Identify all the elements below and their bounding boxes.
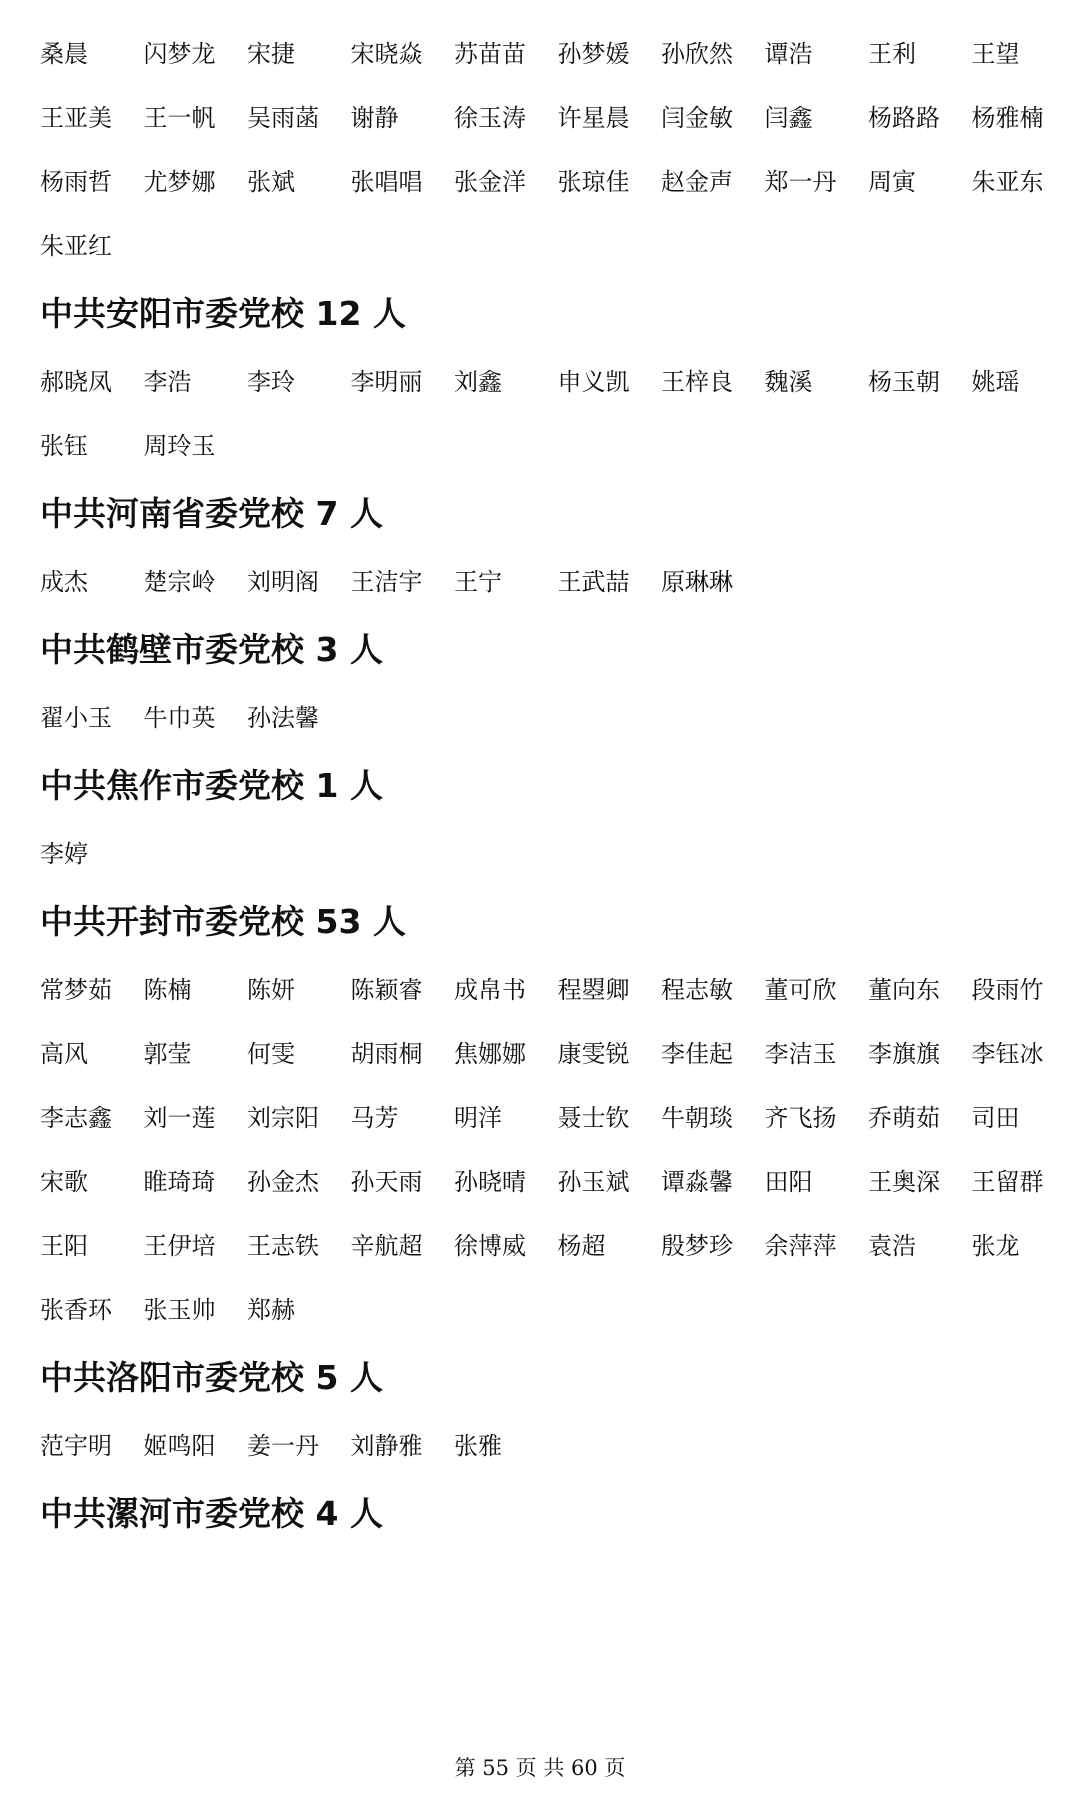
name-entry: 高风 (40, 1040, 88, 1068)
name-entry: 孙玉斌 (557, 1168, 630, 1196)
name-entry: 牛朝琰 (661, 1104, 733, 1132)
name-entry: 郝晓凤 (40, 368, 112, 396)
name-entry: 谭淼馨 (661, 1168, 733, 1196)
section-name-list (40, 822, 1050, 886)
name-entry: 孙欣然 (661, 40, 733, 68)
name-entry: 杨玉朝 (868, 368, 940, 396)
school-section (40, 614, 1050, 750)
name-entry: 刘静雅 (350, 1432, 423, 1460)
name-entry: 司田 (971, 1104, 1020, 1132)
name-entry: 宋歌 (40, 1168, 88, 1196)
name-entry: 刘宗阳 (247, 1104, 319, 1132)
name-entry: 徐玉涛 (454, 104, 526, 132)
school-section (40, 478, 1050, 614)
name-entry: 谢静 (350, 104, 399, 132)
document-body (40, 22, 1050, 1550)
name-entry: 李明丽 (350, 368, 423, 396)
name-entry: 杨雅楠 (971, 104, 1044, 132)
name-entry: 王留群 (971, 1168, 1044, 1196)
name-entry: 姬鸣阳 (143, 1432, 216, 1460)
page-footer (0, 1752, 1080, 1782)
name-entry: 王武喆 (557, 568, 630, 596)
name-entry: 张钰 (40, 432, 88, 460)
section-heading: 中共鹤壁市委党校 3 人 (40, 630, 383, 669)
name-entry: 王伊培 (143, 1232, 216, 1260)
name-entry: 陈妍 (247, 976, 295, 1004)
name-entry: 郑一丹 (764, 168, 837, 196)
name-entry: 刘明阁 (247, 568, 319, 596)
name-entry: 段雨竹 (971, 976, 1044, 1004)
name-entry: 张琼佳 (557, 168, 630, 196)
section-name-list (40, 1414, 1050, 1478)
section-heading: 中共洛阳市委党校 5 人 (40, 1358, 383, 1397)
name-entry: 何雯 (247, 1040, 295, 1068)
name-entry: 刘鑫 (454, 368, 502, 396)
name-entry: 孙天雨 (350, 1168, 423, 1196)
name-entry: 成帛书 (454, 976, 526, 1004)
name-entry: 焦娜娜 (454, 1040, 526, 1068)
name-entry: 张玉帅 (143, 1296, 216, 1324)
name-entry: 孙梦媛 (557, 40, 630, 68)
name-entry: 刘一莲 (143, 1104, 216, 1132)
page-number-text: 第 55 页 共 60 页 (454, 1756, 626, 1780)
continued-name-list (40, 22, 1050, 278)
name-entry: 明洋 (454, 1104, 502, 1132)
name-entry: 张唱唱 (350, 168, 423, 196)
name-entry: 孙晓晴 (454, 1168, 526, 1196)
name-entry: 闫金敏 (661, 104, 733, 132)
name-entry: 程志敏 (661, 976, 733, 1004)
name-entry: 常梦茹 (40, 976, 112, 1004)
name-entry: 许星晨 (557, 104, 630, 132)
name-entry: 成杰 (40, 568, 88, 596)
name-entry: 余萍萍 (764, 1232, 837, 1260)
name-entry: 王望 (971, 40, 1020, 68)
name-entry: 闫鑫 (764, 104, 813, 132)
name-entry: 张龙 (971, 1232, 1020, 1260)
name-entry: 郭莹 (143, 1040, 192, 1068)
name-entry: 吴雨菡 (247, 104, 319, 132)
name-entry: 周寅 (868, 168, 916, 196)
section-heading: 中共漯河市委党校 4 人 (40, 1494, 383, 1533)
name-entry: 宋捷 (247, 40, 295, 68)
section-name-list (40, 350, 1050, 478)
section-heading: 中共安阳市委党校 12 人 (40, 294, 406, 333)
school-section (40, 278, 1050, 478)
name-entry: 殷梦珍 (661, 1232, 733, 1260)
school-section (40, 750, 1050, 886)
name-entry: 马芳 (350, 1104, 399, 1132)
name-entry: 王亚美 (40, 104, 112, 132)
name-entry: 王梓良 (661, 368, 733, 396)
name-entry: 张雅 (454, 1432, 502, 1460)
name-entry: 张金洋 (454, 168, 526, 196)
name-entry: 王志铁 (247, 1232, 319, 1260)
sections-container (40, 278, 1050, 1550)
name-entry: 齐飞扬 (764, 1104, 837, 1132)
name-entry: 孙法馨 (247, 704, 319, 732)
name-entry: 王洁宇 (350, 568, 423, 596)
name-entry: 李洁玉 (764, 1040, 837, 1068)
name-entry: 陈楠 (143, 976, 192, 1004)
name-entry: 王奥深 (868, 1168, 940, 1196)
name-entry: 苏苗苗 (454, 40, 526, 68)
name-entry: 李婷 (40, 840, 88, 868)
name-entry: 康雯锐 (557, 1040, 630, 1068)
name-entry: 谭浩 (764, 40, 813, 68)
name-entry: 王一帆 (143, 104, 216, 132)
school-section (40, 1342, 1050, 1478)
school-section (40, 886, 1050, 1342)
name-entry: 桑晨 (40, 40, 88, 68)
name-entry: 董可欣 (764, 976, 837, 1004)
name-entry: 杨路路 (868, 104, 940, 132)
name-entry: 乔萌茹 (868, 1104, 940, 1132)
name-entry: 董向东 (868, 976, 940, 1004)
name-entry: 聂士钦 (557, 1104, 630, 1132)
name-entry: 姚瑶 (971, 368, 1020, 396)
name-entry: 魏溪 (764, 368, 813, 396)
section-name-list (40, 686, 1050, 750)
section-name-list (40, 550, 1050, 614)
section-heading: 中共河南省委党校 7 人 (40, 494, 383, 533)
name-entry: 楚宗岭 (143, 568, 216, 596)
section-name-list (40, 958, 1050, 1342)
name-entry: 范宇明 (40, 1432, 112, 1460)
name-entry: 朱亚红 (40, 232, 112, 260)
name-entry: 陈颖睿 (350, 976, 423, 1004)
name-entry: 姜一丹 (247, 1432, 319, 1460)
name-entry: 闪梦龙 (143, 40, 216, 68)
name-entry: 周玲玉 (143, 432, 216, 460)
name-entry: 王阳 (40, 1232, 88, 1260)
name-entry: 翟小玉 (40, 704, 112, 732)
name-entry: 程曌卿 (557, 976, 630, 1004)
name-entry: 田阳 (764, 1168, 813, 1196)
name-entry: 尤梦娜 (143, 168, 216, 196)
name-entry: 袁浩 (868, 1232, 916, 1260)
name-entry: 王利 (868, 40, 916, 68)
name-entry: 郑赫 (247, 1296, 295, 1324)
name-entry: 孙金杰 (247, 1168, 319, 1196)
name-entry: 胡雨桐 (350, 1040, 423, 1068)
name-entry: 申义凯 (557, 368, 630, 396)
name-entry: 张香环 (40, 1296, 112, 1324)
name-entry: 李浩 (143, 368, 192, 396)
name-entry: 睢琦琦 (143, 1168, 216, 1196)
name-entry: 杨超 (557, 1232, 606, 1260)
name-entry: 朱亚东 (971, 168, 1044, 196)
name-entry: 赵金声 (661, 168, 733, 196)
name-entry: 李志鑫 (40, 1104, 112, 1132)
name-entry: 张斌 (247, 168, 295, 196)
name-entry: 杨雨哲 (40, 168, 112, 196)
section-heading: 中共焦作市委党校 1 人 (40, 766, 383, 805)
name-entry: 辛航超 (350, 1232, 423, 1260)
name-entry: 原琳琳 (661, 568, 733, 596)
name-entry: 李玲 (247, 368, 295, 396)
name-entry: 王宁 (454, 568, 502, 596)
name-entry: 李钰冰 (971, 1040, 1044, 1068)
name-entry: 李佳起 (661, 1040, 733, 1068)
section-heading: 中共开封市委党校 53 人 (40, 902, 406, 941)
name-entry: 徐博威 (454, 1232, 526, 1260)
name-entry: 宋晓焱 (350, 40, 423, 68)
name-entry: 牛巾英 (143, 704, 216, 732)
name-entry: 李旗旗 (868, 1040, 940, 1068)
school-section (40, 1478, 1050, 1550)
